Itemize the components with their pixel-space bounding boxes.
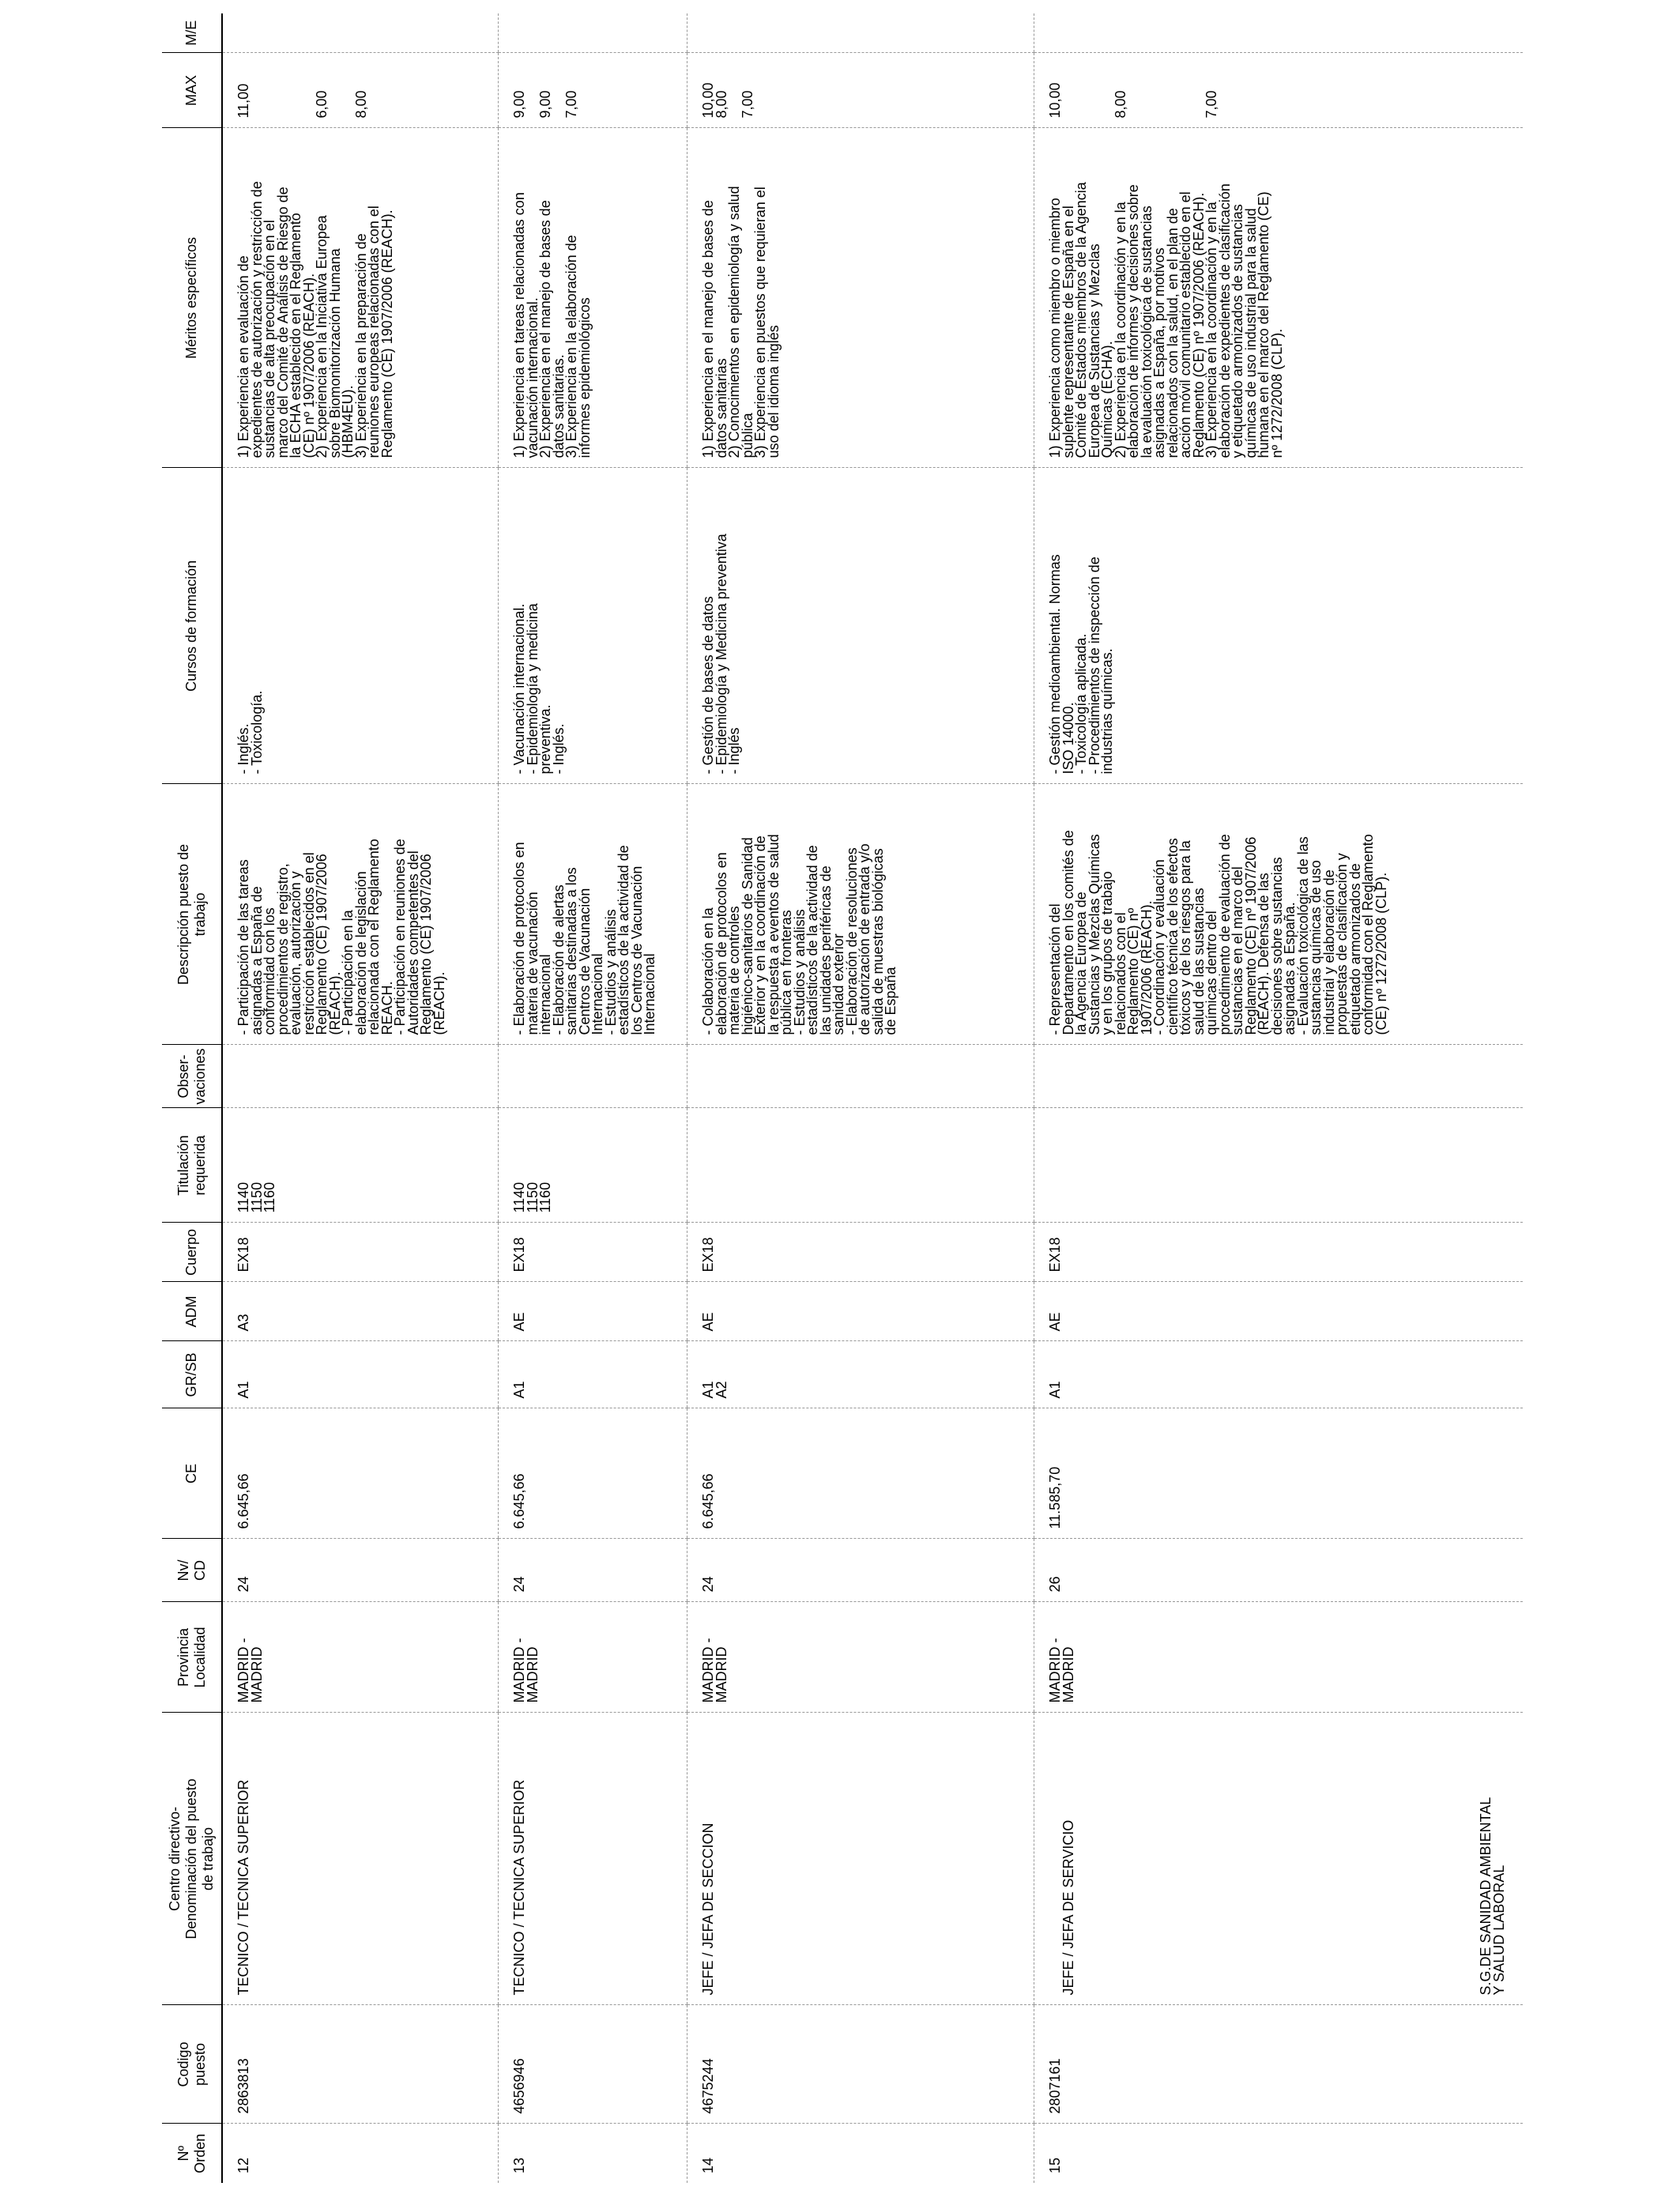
header-provincia: Provincia Localidad — [162, 1602, 222, 1713]
cell-titulacion — [687, 1108, 1034, 1223]
table-row — [222, 13, 499, 2183]
cell-meritos: 1) Experiencia en tareas relacionadas con vacunación internacional. 2) Experiencia en el manejo de bases de datos sanitarias. 3) Experiencia en la elaboración de informes epidemiológicos — [499, 128, 687, 468]
cell-me — [687, 13, 1034, 53]
table-row — [687, 13, 1034, 2183]
cell-nivel: 24 — [499, 1539, 687, 1602]
cell-codigo: 4675244 — [687, 2005, 1034, 2124]
header-row — [162, 13, 222, 2183]
cell-grupo: A1 — [222, 1341, 499, 1408]
cell-grupo: A1 — [1034, 1341, 1524, 1408]
cell-meritos: 1) Experiencia en el manejo de bases de datos sanitarias 2) Conocimientos en epidemiología y salud pública 3) Experiencia en puestos que requieran el uso del idioma inglés — [687, 128, 1034, 468]
cell-provincia: MADRID - MADRID — [499, 1602, 687, 1713]
cell-codigo: 4656946 — [499, 2005, 687, 2124]
cell-provincia: MADRID - MADRID — [1034, 1602, 1524, 1713]
cell-denominacion: TECNICO / TECNICA SUPERIOR — [499, 1713, 687, 2005]
centro-directivo-text: S.G.DE SANIDAD AMBIENTAL Y SALUD LABORAL — [1478, 1796, 1507, 1996]
cell-max: 10,00 8,00 7,00 — [687, 53, 1034, 128]
cell-meritos: 1) Experiencia en evaluación de expedientes de autorización y restricción de sustancias de alta preocupación en el marco del Comité de Análisis de Riesgo de la ECHA establecido en el Reglamento (CE) nº 1907/2006 (REACH). 2) Experiencia en la Iniciativa Europea sobre Biomonitorización Humana (HBM4EU). 3) Experiencia en la preparación de reuniones europeas relacionadas con el Reglamento (CE) 1907/2006 (REACH). — [222, 128, 499, 468]
cell-codigo: 2863813 — [222, 2005, 499, 2124]
cell-observaciones — [687, 1045, 1034, 1108]
cell-observaciones — [1034, 1045, 1524, 1108]
cell-cursos: - Inglés. - Toxicología. — [222, 468, 499, 784]
cell-titulacion — [1034, 1108, 1524, 1223]
job-positions-table — [162, 13, 1523, 2183]
cell-adm: AE — [687, 1282, 1034, 1341]
header-centro: Centro directivo- Denominación del puesto de trabajo — [162, 1713, 222, 2005]
header-adm: ADM — [162, 1282, 222, 1341]
cell-meritos: 1) Experiencia como miembro o miembro suplente representante de España en el Comité de Estados miembros de la Agencia Europea de Sustancias y Mezclas Químicas (ECHA). 2) Experiencia en la coordinación y en la elaboración de informes y decisiones sobre la evaluación toxicológica de sustancias asignadas a España, por motivos relacionados con la salud, en el plan de acción móvil comunitario establecido en el Reglamento (CE) nº 1907/2006 (REACH). 3) Experiencia en la coordinación y en la elaboración de expedientes de clasificación y etiquetado armonizados de sustancias químicas de uso industrial para la salud humana en el marco del Reglamento (CE) nº 1272/2008 (CLP). — [1034, 128, 1524, 468]
cell-ce: 6.645,66 — [687, 1408, 1034, 1539]
header-titulacion: Titulación requerida — [162, 1108, 222, 1223]
header-orden: Nº Orden — [162, 2124, 222, 2183]
cell-orden: 14 — [687, 2124, 1034, 2183]
header-me: M/E — [162, 13, 222, 53]
cell-cursos: - Vacunación internacional. - Epidemiología y medicina preventiva. - Inglés. — [499, 468, 687, 784]
header-codigo: Codigo puesto — [162, 2005, 222, 2124]
cell-adm: AE — [499, 1282, 687, 1341]
cell-centro-denominacion — [1034, 1713, 1524, 2005]
header-meritos: Méritos específicos — [162, 128, 222, 468]
cell-adm: A3 — [222, 1282, 499, 1341]
cell-grupo: A1 — [499, 1341, 687, 1408]
header-descripcion: Descripción puesto de trabajo — [162, 784, 222, 1045]
cell-grupo: A1 A2 — [687, 1341, 1034, 1408]
cell-titulacion: 1140 1150 1160 — [499, 1108, 687, 1223]
cell-observaciones — [222, 1045, 499, 1108]
cell-denominacion: TECNICO / TECNICA SUPERIOR — [222, 1713, 499, 2005]
cell-denominacion: JEFE / JEFA DE SECCION — [687, 1713, 1034, 2005]
cell-nivel: 24 — [687, 1539, 1034, 1602]
cell-cuerpo: EX18 — [1034, 1223, 1524, 1282]
cell-cuerpo: EX18 — [687, 1223, 1034, 1282]
cell-titulacion: 1140 1150 1160 — [222, 1108, 499, 1223]
cell-cursos: - Gestión medioambiental. Normas ISO 14000. - Toxicología aplicada. - Procedimientos de inspección de industrias químicas. — [1034, 468, 1524, 784]
cell-observaciones — [499, 1045, 687, 1108]
cell-nivel: 24 — [222, 1539, 499, 1602]
cell-descripcion: - Representación del Departamento en los comités de la Agencia Europea de Sustancias y Mezclas Químicas y en los grupos de trabajo relacionados con el Reglamento (CE) nº 1907/2006 (REACH). - Coordinación y evaluación científico técnica de los efectos tóxicos y de los riesgos para la salud de las sustancias químicas dentro del procedimiento de evaluación de sustancias en el marco del Reglamento (CE) nº 1907/2006 (REACH). Defensa de las decisiones sobre sustancias asignadas a España. - Evaluación toxicológica de las sustancias químicas de uso industrial y elaboración de propuestas de clasificación y etiquetado armonizados de conformidad con el Reglamento (CE) nº 1272/2008 (CLP). — [1034, 784, 1524, 1045]
cell-cuerpo: EX18 — [499, 1223, 687, 1282]
header-ce: CE — [162, 1408, 222, 1539]
table-row — [1034, 13, 1524, 2183]
cell-orden: 15 — [1034, 2124, 1524, 2183]
table-row — [499, 13, 687, 2183]
header-grupo: GR/SB — [162, 1341, 222, 1408]
cell-ce: 11.585,70 — [1034, 1408, 1524, 1539]
cell-orden: 13 — [499, 2124, 687, 2183]
cell-cuerpo: EX18 — [222, 1223, 499, 1282]
cell-max: 9,00 9,00 7,00 — [499, 53, 687, 128]
header-cursos: Cursos de formación — [162, 468, 222, 784]
cell-ce: 6.645,66 — [499, 1408, 687, 1539]
cell-cursos: - Gestión de bases de datos - Epidemiología y Medicina preventiva - Inglés — [687, 468, 1034, 784]
cell-provincia: MADRID - MADRID — [687, 1602, 1034, 1713]
rotated-table-container — [162, 13, 1584, 2183]
denominacion-text: JEFE / JEFA DE SERVICIO — [1060, 1819, 1076, 1996]
cell-provincia: MADRID - MADRID — [222, 1602, 499, 1713]
header-observaciones: Obser- vaciones — [162, 1045, 222, 1108]
cell-orden: 12 — [235, 2157, 251, 2173]
cell-adm: AE — [1034, 1282, 1524, 1341]
header-cuerpo: Cuerpo — [162, 1223, 222, 1282]
cell-descripcion: - Colaboración en la elaboración de protocolos en materia de controles higiénico-sanitarios de Sanidad Exterior y en la coordinación de la respuesta a eventos de salud pública en fronteras - Estudios y análisis estadísticos de la actividad de las unidades periféricas de sanidad exterior - Elaboración de resoluciones de autorización de entrada y/o salida de muestras biológicas de España — [687, 784, 1034, 1045]
cell-codigo: 2807161 — [1034, 2005, 1524, 2124]
header-nivel: Nv/ CD — [162, 1539, 222, 1602]
cell-nivel: 26 — [1034, 1539, 1524, 1602]
cell-me — [1034, 13, 1524, 53]
header-max: MAX — [162, 53, 222, 128]
cell-me — [222, 13, 499, 53]
cell-descripcion: - Elaboración de protocolos en materia de vacunación internacional - Elaboración de alertas sanitarias destinadas a los Centros de Vacunación Internacional - Estudios y análisis estadísticos de la actividad de los Centros de Vacunación Internacional — [499, 784, 687, 1045]
cell-me — [499, 13, 687, 53]
cell-max: 11,00 6,00 8,00 — [222, 53, 499, 128]
cell-max: 10,00 8,00 7,00 — [1034, 53, 1524, 128]
cell-ce: 6.645,66 — [222, 1408, 499, 1539]
cell-descripcion: - Participación de las tareas asignadas a España de conformidad con los procedimientos de registro, evaluación, autorización y restricción establecidos en el Reglamento (CE) 1907/2006 (REACH). - Participación en la elaboración de legislación relacionada con el Reglamento REACH. - Participación en reuniones de Autoridades competentes del Reglamento (CE) 1907/2006 (REACH). — [222, 784, 499, 1045]
